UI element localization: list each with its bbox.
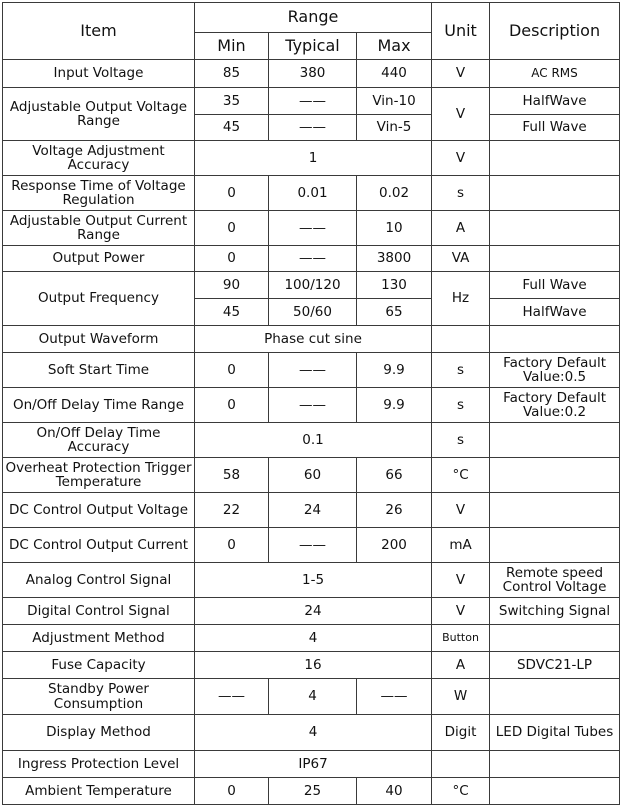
table-row <box>3 679 620 715</box>
row-typical: 380 <box>269 60 357 88</box>
row-unit: Hz <box>432 272 490 326</box>
row-item: Output Waveform <box>3 326 195 353</box>
row-unit: V <box>432 598 490 625</box>
row-description: LED Digital Tubes <box>490 715 620 751</box>
row-unit: V <box>432 60 490 88</box>
table-row <box>3 211 620 246</box>
row-description <box>490 493 620 528</box>
row-min: 0 <box>195 176 269 211</box>
table-row <box>3 751 620 778</box>
row-item: DC Control Output Voltage <box>3 493 195 528</box>
row-max: —— <box>357 679 432 715</box>
row-min: 0 <box>195 353 269 388</box>
table-row <box>3 778 620 805</box>
row-description <box>490 528 620 563</box>
row-unit: Button <box>432 625 490 652</box>
header-range: Range <box>195 3 432 33</box>
row-unit <box>432 326 490 353</box>
row-typical: —— <box>269 115 357 141</box>
row-typical: 0.01 <box>269 176 357 211</box>
row-unit: Digit <box>432 715 490 751</box>
row-max: 200 <box>357 528 432 563</box>
row-unit: s <box>432 353 490 388</box>
row-max: 440 <box>357 60 432 88</box>
row-unit: W <box>432 679 490 715</box>
row-max: 26 <box>357 493 432 528</box>
row-min: 0 <box>195 528 269 563</box>
row-item: Response Time of Voltage Regulation <box>3 176 195 211</box>
row-item: Digital Control Signal <box>3 598 195 625</box>
row-unit: s <box>432 423 490 458</box>
table-row <box>3 715 620 751</box>
row-item: Voltage Adjustment Accuracy <box>3 141 195 176</box>
row-typical: —— <box>269 528 357 563</box>
table-row <box>3 493 620 528</box>
row-max: 10 <box>357 211 432 246</box>
row-item: Overheat Protection Trigger Temperature <box>3 458 195 493</box>
row-typical: 4 <box>269 679 357 715</box>
row-description <box>490 141 620 176</box>
row-description <box>490 176 620 211</box>
row-item: Input Voltage <box>3 60 195 88</box>
row-unit: A <box>432 652 490 679</box>
row-item: Standby Power Consumption <box>3 679 195 715</box>
row-description <box>490 326 620 353</box>
row-unit: mA <box>432 528 490 563</box>
row-item: Fuse Capacity <box>3 652 195 679</box>
row-max: 9.9 <box>357 388 432 423</box>
table-row <box>3 141 620 176</box>
row-item: Adjustment Method <box>3 625 195 652</box>
row-description: Full Wave <box>490 115 620 141</box>
row-max: 130 <box>357 272 432 299</box>
table-row <box>3 353 620 388</box>
row-description <box>490 778 620 805</box>
row-typical: 50/60 <box>269 299 357 326</box>
row-value: 4 <box>195 715 432 751</box>
row-item: Output Frequency <box>3 272 195 326</box>
row-description <box>490 751 620 778</box>
row-description: Factory Default Value:0.5 <box>490 353 620 388</box>
row-min: 90 <box>195 272 269 299</box>
table-row <box>3 625 620 652</box>
header-row <box>3 3 620 33</box>
row-value: 1-5 <box>195 563 432 598</box>
row-unit: °C <box>432 778 490 805</box>
row-item: Adjustable Output Voltage Range <box>3 88 195 141</box>
row-item: On/Off Delay Time Accuracy <box>3 423 195 458</box>
row-unit: V <box>432 141 490 176</box>
table-row <box>3 246 620 272</box>
row-description: Switching Signal <box>490 598 620 625</box>
header-min: Min <box>195 33 269 60</box>
row-value: 1 <box>195 141 432 176</box>
row-item: Soft Start Time <box>3 353 195 388</box>
row-value: 4 <box>195 625 432 652</box>
row-unit: VA <box>432 246 490 272</box>
spec-table <box>2 2 620 805</box>
row-unit: s <box>432 388 490 423</box>
header-max: Max <box>357 33 432 60</box>
row-item: Analog Control Signal <box>3 563 195 598</box>
row-min: 85 <box>195 60 269 88</box>
row-max: 3800 <box>357 246 432 272</box>
table-row <box>3 652 620 679</box>
row-max: Vin-5 <box>357 115 432 141</box>
row-description <box>490 211 620 246</box>
row-min: 45 <box>195 299 269 326</box>
row-typical: —— <box>269 353 357 388</box>
row-min: 0 <box>195 778 269 805</box>
table-row <box>3 563 620 598</box>
row-typical: —— <box>269 246 357 272</box>
row-item: DC Control Output Current <box>3 528 195 563</box>
table-row <box>3 272 620 299</box>
row-min: 0 <box>195 246 269 272</box>
header-item: Item <box>3 3 195 60</box>
row-min: 58 <box>195 458 269 493</box>
row-typical: —— <box>269 211 357 246</box>
header-typical: Typical <box>269 33 357 60</box>
row-item: Display Method <box>3 715 195 751</box>
row-item: Adjustable Output Current Range <box>3 211 195 246</box>
row-min: 0 <box>195 388 269 423</box>
row-unit <box>432 751 490 778</box>
row-value: IP67 <box>195 751 432 778</box>
row-max: 65 <box>357 299 432 326</box>
row-min: 45 <box>195 115 269 141</box>
row-description: AC RMS <box>490 60 620 88</box>
row-min: 22 <box>195 493 269 528</box>
row-min: 35 <box>195 88 269 115</box>
row-description <box>490 625 620 652</box>
row-min: 0 <box>195 211 269 246</box>
row-description <box>490 246 620 272</box>
row-item: Ambient Temperature <box>3 778 195 805</box>
row-max: Vin-10 <box>357 88 432 115</box>
row-description <box>490 423 620 458</box>
header-description: Description <box>490 3 620 60</box>
row-description: Factory Default Value:0.2 <box>490 388 620 423</box>
row-item: Output Power <box>3 246 195 272</box>
row-unit: V <box>432 563 490 598</box>
row-typical: 60 <box>269 458 357 493</box>
row-item: On/Off Delay Time Range <box>3 388 195 423</box>
table-row <box>3 598 620 625</box>
table-row <box>3 88 620 115</box>
row-unit: V <box>432 88 490 141</box>
table-row <box>3 458 620 493</box>
row-description: SDVC21-LP <box>490 652 620 679</box>
row-description: Full Wave <box>490 272 620 299</box>
row-unit: V <box>432 493 490 528</box>
row-description <box>490 679 620 715</box>
row-description <box>490 458 620 493</box>
row-typical: 25 <box>269 778 357 805</box>
row-unit: A <box>432 211 490 246</box>
row-typical: 24 <box>269 493 357 528</box>
row-max: 0.02 <box>357 176 432 211</box>
header-unit: Unit <box>432 3 490 60</box>
table-row <box>3 60 620 88</box>
row-max: 66 <box>357 458 432 493</box>
row-item: Ingress Protection Level <box>3 751 195 778</box>
row-max: 9.9 <box>357 353 432 388</box>
table-row <box>3 388 620 423</box>
row-max: 40 <box>357 778 432 805</box>
row-description: Remote speed Control Voltage <box>490 563 620 598</box>
row-description: HalfWave <box>490 88 620 115</box>
table-row <box>3 528 620 563</box>
row-description: HalfWave <box>490 299 620 326</box>
table-row <box>3 326 620 353</box>
row-value: 24 <box>195 598 432 625</box>
row-min: —— <box>195 679 269 715</box>
table-row <box>3 423 620 458</box>
row-unit: s <box>432 176 490 211</box>
row-value: 0.1 <box>195 423 432 458</box>
row-value: Phase cut sine <box>195 326 432 353</box>
row-typical: —— <box>269 88 357 115</box>
row-value: 16 <box>195 652 432 679</box>
row-typical: —— <box>269 388 357 423</box>
row-typical: 100/120 <box>269 272 357 299</box>
table-row <box>3 176 620 211</box>
row-unit: °C <box>432 458 490 493</box>
